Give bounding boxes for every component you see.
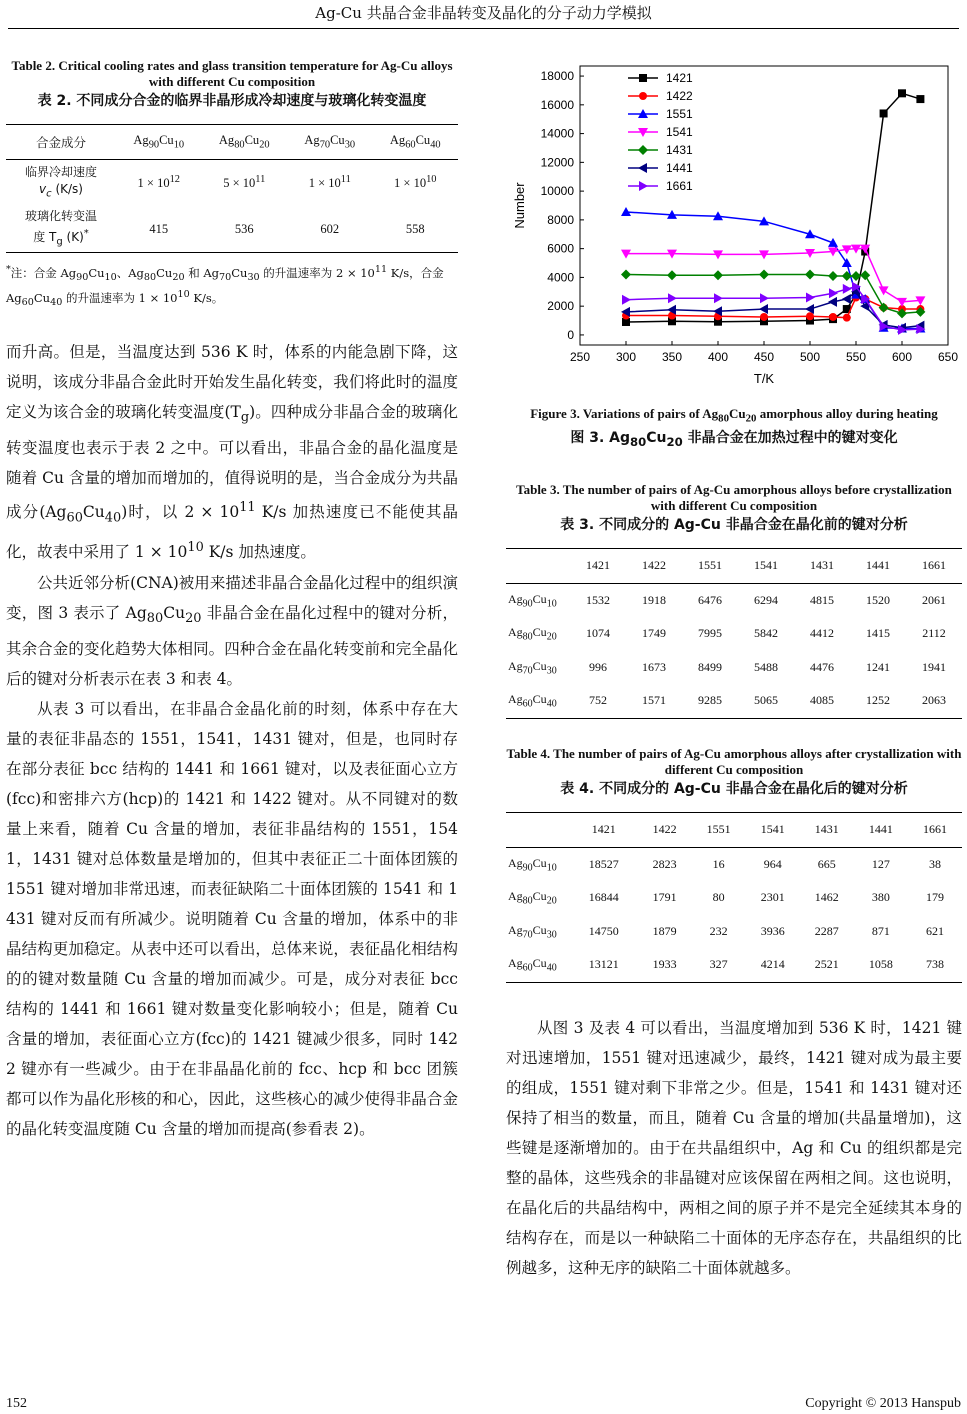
table-cell: 127 [871, 856, 890, 871]
data-point-1431 [805, 270, 815, 280]
table-row [6, 160, 458, 207]
figure3-caption [508, 406, 960, 450]
table-cell: 8499 [698, 659, 722, 674]
table-cell: 1252 [866, 693, 890, 708]
table-cell: 14750 [588, 923, 619, 938]
x-tick-label: 300 [615, 350, 637, 364]
table-cell: 665 [817, 856, 836, 871]
data-point-1441 [828, 297, 837, 307]
y-tick-label: 0 [567, 327, 574, 342]
copyright: Copyright © 2013 Hanspub [805, 1396, 961, 1411]
table-cell: 9285 [698, 693, 722, 708]
row-label: $Ag_{70}Cu_{30}$ [508, 922, 557, 940]
x-tick-label: 500 [799, 350, 821, 364]
table-header-cell: 1661 [922, 558, 946, 573]
data-point-1661 [806, 293, 815, 303]
table-cell: 1571 [642, 693, 666, 708]
table-cell: 1749 [642, 626, 666, 641]
table-cell: 7995 [698, 626, 722, 641]
table-cell: 871 [871, 923, 890, 938]
x-tick-label: 350 [661, 350, 683, 364]
table-header-cell: 1551 [698, 558, 722, 573]
paragraph: 从表 3 可以看出，在非晶合金晶化前的时刻，体系中存在大量的表征非晶态的 1551，1541，1431 键对，但是，也同时存在部分表征 bcc 结构的 1441 和 1661 键对，以及表征面心立方(fcc)和密排六方(hcp)的 1421 和 1422 键对。从不同键对的数量上来看，随着 Cu 含量的增加，表征非晶结构的 1551，1541，1431 键对总体数量是增加的，但其中表征正二十面体团簇的 1551 键对增加非常迅速，而表征缺陷二十面体团簇的 1541 和 1431 键对反而有所减少。说明随着 Cu 含量的增加，体系中的非晶结构更加稳定。从表中还可以看出，总体来说，表征晶化相结构的的键对数量随 Cu 含量的增加而减少。可是，成分对表征 bcc 结构的 1441 和 1661 键对数量变化影响较小；但是，随着 Cu 含量的增加，表征面心立方(fcc)的 1421 键减少很多，同时 1422 键亦有一些减少。由于在非晶晶化前的 fcc、hcp 和 bcc 团簇都可以作为晶化形核的和心，因此，这些核心的减少使得非晶合金的晶化转变温度随 Cu 含量的增加而提高(参看表 2)。 [6, 699, 458, 1138]
table-cell: 1532 [586, 592, 610, 607]
x-axis-label: T/K [753, 371, 775, 386]
data-point-1661 [843, 284, 852, 294]
table-cell [506, 813, 570, 848]
row-label: $Ag_{90}Cu_{10}$ [508, 855, 557, 873]
table-cell: 5065 [754, 693, 778, 708]
legend-marker-1441 [638, 163, 647, 173]
table-header-cell: 1421 [591, 822, 616, 837]
table4-caption-zh: 表 4. 不同成分的 Ag-Cu 非晶合金在晶化后的键对分析 [560, 781, 908, 797]
table-cell: $Ag_{70}Cu_{30}$ [304, 133, 356, 151]
data-point-1441 [842, 294, 851, 304]
table-header-cell: 1431 [810, 558, 834, 573]
legend-label: 1441 [666, 161, 693, 175]
table2-caption-en: Table 2. Critical cooling rates and glass transition temperature for Ag-Cu alloys with different Cu composition [11, 58, 453, 89]
paragraph: 公共近邻分析(CNA)被用来描述非晶合金晶化过程中的组织演变，图 3 表示了 $Ag_{80}Cu_{20}$ 非晶合金在晶化过程中的键对分析，其余合金的变化趋势大体相同。四种合金在晶化转变前和完全晶化后的键对分析表示在表 3 和表 4。 [6, 573, 458, 688]
data-point-1421 [898, 89, 906, 97]
table-row [6, 125, 458, 160]
table4-caption-en: Table 4. The number of pairs of Ag-Cu amorphous alloys after crystallization with different Cu composition [506, 746, 962, 777]
table-cell: 1918 [642, 592, 666, 607]
row-label: $Ag_{60}Cu_{40}$ [508, 956, 557, 974]
table-row [506, 549, 962, 584]
table-cell: 80 [712, 890, 725, 905]
table-cell: 38 [928, 856, 941, 871]
table-cell: 2521 [814, 957, 839, 972]
table-row [506, 583, 962, 617]
legend-label: 1431 [666, 143, 693, 157]
table-row [506, 684, 962, 718]
row-label: $Ag_{80}Cu_{20}$ [508, 889, 557, 907]
legend-marker-1422 [639, 92, 647, 100]
table-cell: 临界冷却速度 $v_c$ (K/s) [24, 164, 97, 200]
table-row [506, 617, 962, 651]
table-cell: $5 \times 10^{11}$ [223, 174, 266, 191]
y-tick-label: 12000 [540, 155, 574, 170]
table-cell: 327 [709, 957, 728, 972]
data-point-1421 [916, 95, 924, 103]
running-header: Ag-Cu 共晶合金非晶转变及晶化的分子动力学模拟 [315, 4, 652, 22]
table-cell: 415 [149, 221, 169, 236]
table2-caption-zh: 表 2. 不同成分合金的临界非晶形成冷却速度与玻璃化转变温度 [37, 93, 427, 109]
x-tick-label: 550 [845, 350, 867, 364]
table-cell: 4085 [810, 693, 834, 708]
y-tick-label: 18000 [540, 69, 574, 84]
data-point-1422 [760, 313, 768, 321]
legend-label: 1422 [666, 89, 693, 103]
table-row [506, 813, 962, 848]
table-cell: 4214 [760, 957, 785, 972]
table4-block [506, 746, 962, 983]
x-tick-label: 400 [707, 350, 729, 364]
table-header-cell: 1441 [868, 822, 893, 837]
table-cell: 5842 [754, 626, 778, 641]
table-cell: 621 [925, 923, 944, 938]
table-cell: 1941 [922, 659, 946, 674]
table-cell: 602 [320, 221, 340, 236]
legend-label: 1551 [666, 107, 693, 121]
table-cell: 1933 [652, 957, 677, 972]
table-cell: $1 \times 10^{10}$ [394, 174, 437, 191]
table2 [6, 124, 458, 253]
table-cell: 558 [405, 221, 425, 236]
legend-marker-1431 [638, 145, 648, 155]
table-header-cell: 1541 [754, 558, 778, 573]
data-point-1661 [622, 295, 631, 305]
table-cell: 18527 [588, 856, 619, 871]
data-point-1431 [860, 270, 870, 280]
data-point-1541 [897, 298, 907, 307]
figure3-caption-zh: 图 3. $Ag_{80}Cu_{20}$ 非晶合金在加热过程中的键对变化 [570, 429, 898, 449]
table-cell: 16 [712, 856, 725, 871]
table-row [506, 948, 962, 982]
legend-label: 1541 [666, 125, 693, 139]
row-label: $Ag_{90}Cu_{10}$ [508, 591, 557, 609]
y-tick-label: 2000 [547, 299, 574, 314]
x-tick-label: 600 [891, 350, 913, 364]
table-cell: 536 [234, 221, 254, 236]
data-point-1422 [806, 312, 814, 320]
data-point-1541 [879, 286, 889, 295]
table-row [506, 847, 962, 881]
data-point-1431 [759, 270, 769, 280]
data-point-1551 [828, 238, 838, 247]
table-cell: 1415 [866, 626, 890, 641]
table-header-cell: 1441 [866, 558, 890, 573]
page-number: 152 [6, 1396, 27, 1411]
table-header-cell: 1422 [652, 822, 677, 837]
table2-note: *注：合金 $Ag_{90}Cu_{10}$、$Ag_{80}Cu_{20}$ 和 $Ag_{70}Cu_{30}$ 的升温速率为 $2 \times 10^{11}$ K/s，合金 $Ag_{60}Cu_{40}$ 的升温速率为 $1 \times 10^{10}$ K/s。 [6, 264, 444, 309]
data-point-1431 [879, 303, 889, 313]
x-tick-label: 650 [937, 350, 959, 364]
table-cell: 2301 [760, 890, 785, 905]
table-cell: 6294 [754, 592, 778, 607]
y-axis-label: Number [512, 182, 527, 229]
table-row [506, 881, 962, 915]
table-header-cell: 1661 [922, 822, 947, 837]
table3-block [506, 482, 962, 719]
paragraph: 从图 3 及表 4 可以看出，当温度增加到 536 K 时，1421 键对迅速增加，1551 键对迅速减少，最终，1421 键对成为最主要的组成，1551 键对剩下非常之少。但是，1541 和 1431 键对还保持了相当的数量，而且，随着 Cu 含量的增加(共晶量增加)，这些键是逐渐增加的。由于在共晶组织中，Ag 和 Cu 的组织都是完整的晶体，这些残余的非晶键对应该保留在两相之间。这也说明，在晶化后的共晶结构中，两相之间的原子并不是完全延续其本身的结构存在，而是以一种缺陷二十面体的无序态存在，共晶组织的比例越多，这种无序的缺陷二十面体就越多。 [506, 1019, 962, 1277]
legend-label: 1661 [666, 179, 693, 193]
table-cell: 1673 [642, 659, 666, 674]
table-header-cell: 1431 [814, 822, 839, 837]
data-point-1431 [713, 270, 723, 280]
table-cell: 2061 [922, 592, 946, 607]
line-chart [508, 60, 960, 400]
table-cell: 2063 [922, 693, 946, 708]
table-cell: $1 \times 10^{12}$ [137, 174, 180, 191]
legend-marker-1661 [639, 181, 648, 191]
table-cell: 996 [589, 659, 607, 674]
table-cell: 1462 [814, 890, 839, 905]
table-row [506, 915, 962, 949]
table-cell: $Ag_{60}Cu_{40}$ [389, 133, 441, 151]
data-point-1422 [843, 314, 851, 322]
y-tick-label: 16000 [540, 97, 574, 112]
table-cell: 2823 [652, 856, 677, 871]
data-point-1431 [621, 270, 631, 280]
table-cell: 2112 [922, 626, 946, 641]
table-row [506, 651, 962, 685]
table-cell: 964 [763, 856, 782, 871]
table-cell: 1879 [652, 923, 677, 938]
legend-label: 1421 [666, 71, 693, 85]
row-label: $Ag_{60}Cu_{40}$ [508, 692, 557, 710]
data-point-1661 [829, 288, 838, 298]
table-cell: 1058 [868, 957, 893, 972]
right-body-text [506, 1013, 962, 1283]
table-cell: 1520 [866, 592, 890, 607]
header-rule [8, 28, 959, 29]
x-tick-label: 250 [569, 350, 591, 364]
table4 [506, 812, 962, 983]
data-point-1431 [667, 270, 677, 280]
table-cell: 合金成分 [35, 135, 86, 150]
data-point-1661 [714, 293, 723, 303]
table-cell: 16844 [588, 890, 619, 905]
table-header-cell: 1422 [642, 558, 666, 573]
row-label: $Ag_{80}Cu_{20}$ [508, 625, 557, 643]
table-cell: $Ag_{90}Cu_{10}$ [133, 133, 185, 151]
table-cell: 232 [709, 923, 728, 938]
table-row [6, 206, 458, 253]
table-cell: $Ag_{80}Cu_{20}$ [218, 133, 270, 151]
y-tick-label: 14000 [540, 126, 574, 141]
data-point-1421 [880, 109, 888, 117]
table-cell: 4815 [810, 592, 834, 607]
table-cell: 玻璃化转变温 度 $T_g$ (K)* [24, 208, 97, 248]
data-point-1661 [760, 293, 769, 303]
figure3-caption-en: Figure 3. Variations of pairs of $Ag_{80}Cu_{20}$ amorphous alloy during heating [530, 406, 938, 425]
table-cell: 1241 [866, 659, 890, 674]
y-tick-label: 10000 [540, 184, 574, 199]
row-label: $Ag_{70}Cu_{30}$ [508, 658, 557, 676]
table-cell: 1074 [586, 626, 610, 641]
table-cell: 4412 [810, 626, 834, 641]
table3-caption-zh: 表 3. 不同成分的 Ag-Cu 非晶合金在晶化前的键对分析 [560, 517, 908, 533]
table-cell: 179 [925, 890, 944, 905]
table3 [506, 548, 962, 719]
y-tick-label: 8000 [547, 212, 574, 227]
table-cell: 13121 [588, 957, 619, 972]
table-cell: 6476 [698, 592, 722, 607]
plot-frame [580, 66, 948, 345]
table-cell: 1791 [652, 890, 677, 905]
paragraph: 而升高。但是，当温度达到 536 K 时，体系的内能急剧下降，这说明，该成分非晶合金此时开始发生晶化转变，我们将此时的温度定义为该合金的玻璃化转变温度$(T_g)$。四种成分非晶合金的玻璃化转变温度也表示于表 2 之中。可以看出，非晶合金的晶化温度是随着 Cu 含量的增加而增加的，值得说明的是，当合金成分为共晶成分$(Ag_{60}Cu_{40})$时，以 $2 \times 10^{11}$ K/s 加热速度已不能使其晶化，故表中采用了 $1 \times 10^{10}$ K/s 加热速度。 [6, 343, 458, 562]
data-point-1661 [668, 293, 677, 303]
table-header-cell: 1421 [586, 558, 610, 573]
table-cell: 2287 [814, 923, 839, 938]
table-header-cell: 1541 [760, 822, 785, 837]
table3-caption-en: Table 3. The number of pairs of Ag-Cu amorphous alloys before crystallization with different Cu composition [516, 482, 952, 513]
table-cell: $1 \times 10^{11}$ [308, 174, 351, 191]
legend-marker-1421 [639, 74, 647, 82]
table-cell: 4476 [810, 659, 834, 674]
figure3-chart [508, 60, 960, 400]
table-cell: 5488 [754, 659, 778, 674]
data-point-1441 [759, 304, 768, 314]
table-cell: 380 [871, 890, 890, 905]
table-cell [506, 549, 570, 584]
x-tick-label: 450 [753, 350, 775, 364]
table-header-cell: 1551 [706, 822, 731, 837]
series-line-1431 [626, 275, 920, 314]
data-point-1551 [842, 258, 852, 267]
data-point-1422 [829, 313, 837, 321]
y-tick-label: 4000 [547, 270, 574, 285]
left-body-text [6, 337, 458, 1144]
table-cell: 3936 [760, 923, 785, 938]
table2-block [6, 58, 458, 311]
table-cell: 738 [925, 957, 944, 972]
table-cell: 752 [589, 693, 607, 708]
data-point-1431 [828, 271, 838, 281]
y-tick-label: 6000 [547, 241, 574, 256]
